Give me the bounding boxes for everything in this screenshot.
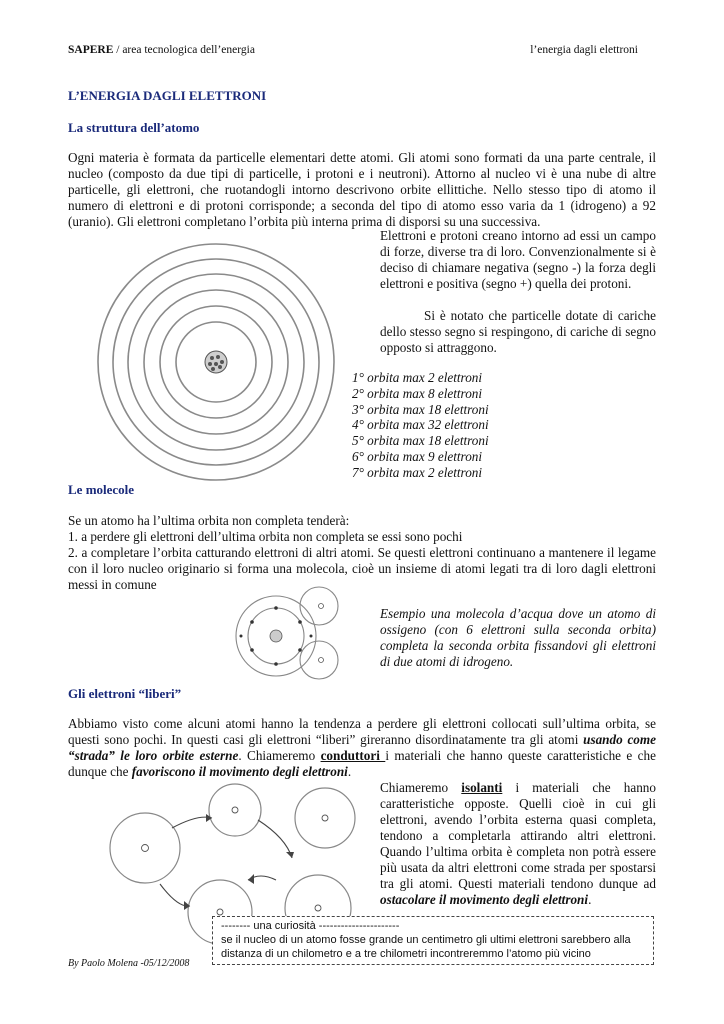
section-heading-molecules: Le molecole [68,482,135,497]
curiosity-text: se il nucleo di un atomo fosse grande un centimetro gli ultimi elettroni sarebbero alla distanza di un chilometro e a tre chilometri incontreremmo l’atomo più vicino [221,934,631,960]
paragraph-molecules-intro: Se un atomo ha l’ultima orbita non completa tenderà: [68,513,350,528]
text-run: . [588,892,592,907]
paragraph-conductors [68,716,656,780]
orbit-item: 3° orbita max 18 elettroni [352,401,489,417]
orbit-item: 2° orbita max 8 elettroni [352,385,483,401]
orbit-item: 1° orbita max 2 elettroni [352,370,483,385]
text-run: Abbiamo visto come alcuni atomi hanno la tendenza a perdere gli elettroni collocati sull’ultima orbita, se questi sono pochi. In questi casi gli elettroni “liberi” gireranno disordinatamente tra gli atomi [68,716,656,747]
text-emphasis: ostacolare il movimento degli elettroni [380,892,589,907]
text-run: Chiameremo [380,780,462,795]
text-run: . Chiameremo [238,748,321,763]
text-run: i materiali che hanno caratteristiche opposte. Quelli cioè in cui gli elettroni, avendo l’orbita esterna quasi completa, tendono a completarla attirando altri elettroni. Quando l’ultima orbita è completa non potrà essere più usata da altri elettroni come strada per spostarsi tra gli atomi. Questi materiali tendono dunque ad [380,780,656,891]
term-conductors: conduttori [320,748,386,763]
curiosity-box [212,916,654,965]
header-left [68,44,255,56]
text-run: . [347,764,352,779]
curiosity-heading: -------- una curiosità ---------------------- [221,920,400,932]
paragraph-charges: Elettroni e protoni creano intorno ad essi un campo di forze, diverse tra di loro. Convenzionalmente si è deciso di chiamare negativa (segno -) la forza degli elettroni e positiva (segno +) quella dei protoni. [380,228,656,291]
footer-author: By Paolo Molena -05/12/2008 [68,958,190,969]
text-emphasis: favoriscono il movimento degli elettroni [131,764,348,779]
paragraph-atom-structure: Ogni materia è formata da particelle elementari dette atomi. Gli atomi sono formati da una parte centrale, il nucleo (composto da due tipi di particelle, i protoni e i neutroni). Attorno al nucleo vi è una nube di altre particelle, gli elettroni, che ruotandogli intorno descrivono orbite ellittiche. Nello stesso tipo di atomo il numero di elettroni e di protoni corrisponde; a seconda del tipo di atomo esso varia da 1 (idrogeno) a 92 (uranio). Gli elettroni completano l’orbita più interna prima di disporsi su una successiva. [68,150,656,229]
paragraph-attraction: Si è notato che particelle dotate di cariche dello stesso segno si respingono, di cariche di segno opposto si attraggono. [380,308,656,355]
paragraph-insulators [380,780,656,908]
caption-water-molecule: Esempio una molecola d’acqua dove un atomo di ossigeno (con 6 elettroni sulla seconda orbita) completa la seconda orbita fissandovi gli elettroni di due atomi di idrogeno. [380,606,656,669]
atom-orbits-diagram [92,238,340,486]
section-heading-free-electrons: Gli elettroni “liberi” [68,686,182,701]
page-title: L’ENERGIA DAGLI ELETTRONI [68,88,267,103]
list-item-lose-electrons: 1. a perdere gli elettroni dell’ultima orbita non completa se essi sono pochi [68,529,463,544]
water-molecule-diagram [232,584,362,692]
orbit-item: 5° orbita max 18 elettroni [352,433,489,449]
term-insulators: isolanti [461,780,503,795]
text-run: i materiali che hanno queste caratteristiche e che dunque che [68,748,656,779]
header-right: l’energia dagli elettroni [530,44,638,56]
list-item-complete-orbit: 2. a completare l’orbita catturando elettroni di altri atomi. Se questi elettroni continuano a mantenere il legame con il loro nucleo originario si forma una molecola, cioè un insieme di atomi legati tra di loro dagli elettroni messi in comune [68,545,656,592]
orbit-item: 7° orbita max 2 elettroni [352,464,483,480]
section-heading-atom: La struttura dell’atomo [68,120,200,135]
header-brand: SAPERE [68,44,114,56]
header-subtitle: / area tecnologica dell’energia [113,44,255,56]
orbit-item: 6° orbita max 9 elettroni [352,448,483,464]
text-emphasis: usando come “strada” le loro orbite esterne [68,732,656,763]
orbit-list [352,370,489,481]
orbit-item: 4° orbita max 32 elettroni [352,417,489,433]
